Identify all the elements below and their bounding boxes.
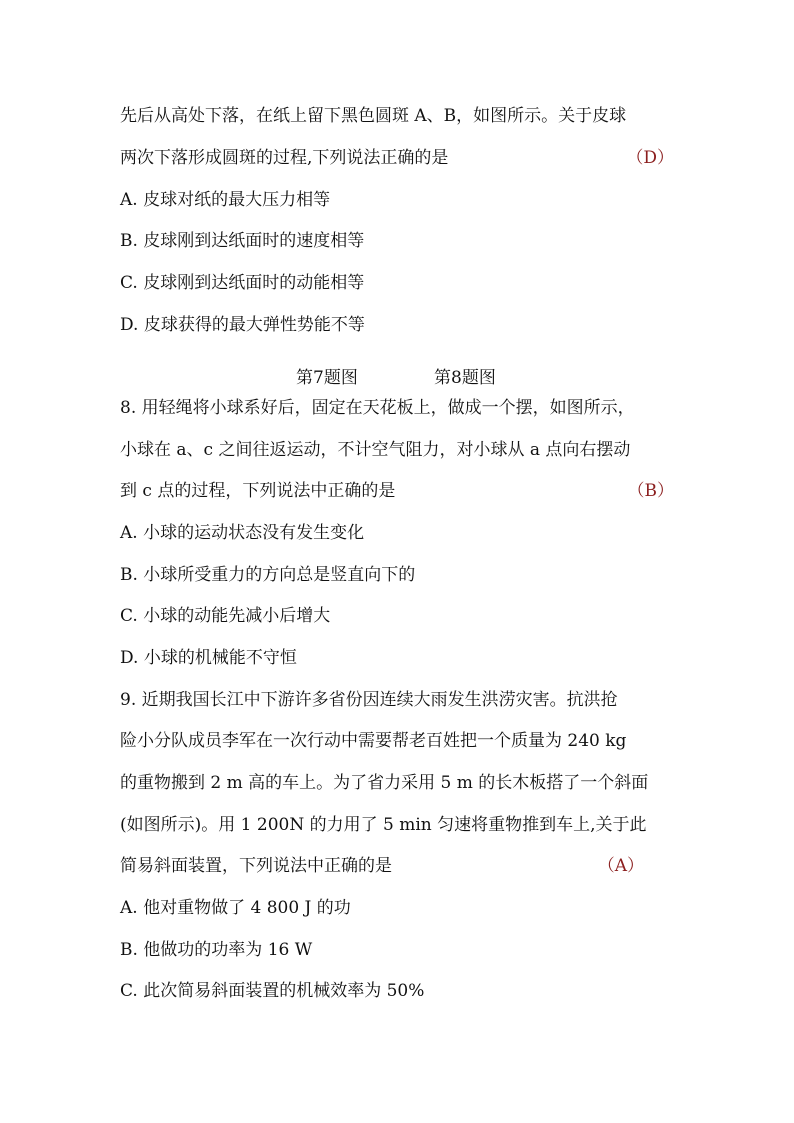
q9-stem-line-5	[120, 854, 674, 878]
q8-stem-line-3	[120, 479, 674, 503]
q8-option-d: D. 小球的机械能不守恒	[120, 648, 297, 668]
q7-stem-line-1: 先后从高处下落，在纸上留下黑色圆斑 A、B，如图所示。关于皮球	[120, 106, 627, 126]
q9-option-b: B. 他做功的功率为 16 W	[120, 940, 313, 960]
q7-option-c: C. 皮球刚到达纸面时的动能相等	[120, 273, 365, 293]
q8-stem-line-1: 8. 用轻绳将小球系好后，固定在天花板上，做成一个摆，如图所示，	[120, 398, 635, 418]
q9-stem-line-4: (如图所示)。用 1 200N 的力用了 5 min 匀速将重物推到车上,关于此	[120, 815, 647, 835]
q8-answer: （B）	[627, 481, 674, 501]
q9-option-c: C. 此次简易斜面装置的机械效率为 50%	[120, 981, 425, 1001]
q9-option-a: A. 他对重物做了 4 800 J 的功	[120, 898, 351, 918]
q9-stem-text: 简易斜面装置，下列说法中正确的是	[120, 856, 392, 876]
fig7-caption: 第7题图	[296, 368, 358, 388]
fig8-caption: 第8题图	[434, 368, 496, 388]
q7-option-b: B. 皮球刚到达纸面时的速度相等	[120, 231, 365, 251]
q9-stem-line-2: 险小分队成员李军在一次行动中需要帮老百姓把一个质量为 240 kg	[120, 731, 627, 751]
q7-stem-line-2	[120, 146, 674, 170]
q7-answer: （D）	[626, 148, 674, 168]
q8-option-a: A. 小球的运动状态没有发生变化	[120, 523, 365, 543]
q7-option-a: A. 皮球对纸的最大压力相等	[120, 190, 331, 210]
q8-option-b: B. 小球所受重力的方向总是竖直向下的	[120, 565, 416, 585]
q7-stem-text: 两次下落形成圆斑的过程,下列说法正确的是	[120, 148, 449, 168]
q9-answer: （A）	[597, 856, 644, 876]
q7-option-d: D. 皮球获得的最大弹性势能不等	[120, 315, 365, 335]
q8-stem-text: 到 c 点的过程，下列说法中正确的是	[120, 481, 396, 501]
q8-option-c: C. 小球的动能先减小后增大	[120, 606, 331, 626]
q8-stem-line-2: 小球在 a、c 之间往返运动，不计空气阻力，对小球从 a 点向右摆动	[120, 440, 631, 460]
q9-stem-line-3: 的重物搬到 2 m 高的车上。为了省力采用 5 m 的长木板搭了一个斜面	[120, 773, 649, 793]
q9-stem-line-1: 9. 近期我国长江中下游许多省份因连续大雨发生洪涝灾害。抗洪抢	[120, 690, 618, 710]
